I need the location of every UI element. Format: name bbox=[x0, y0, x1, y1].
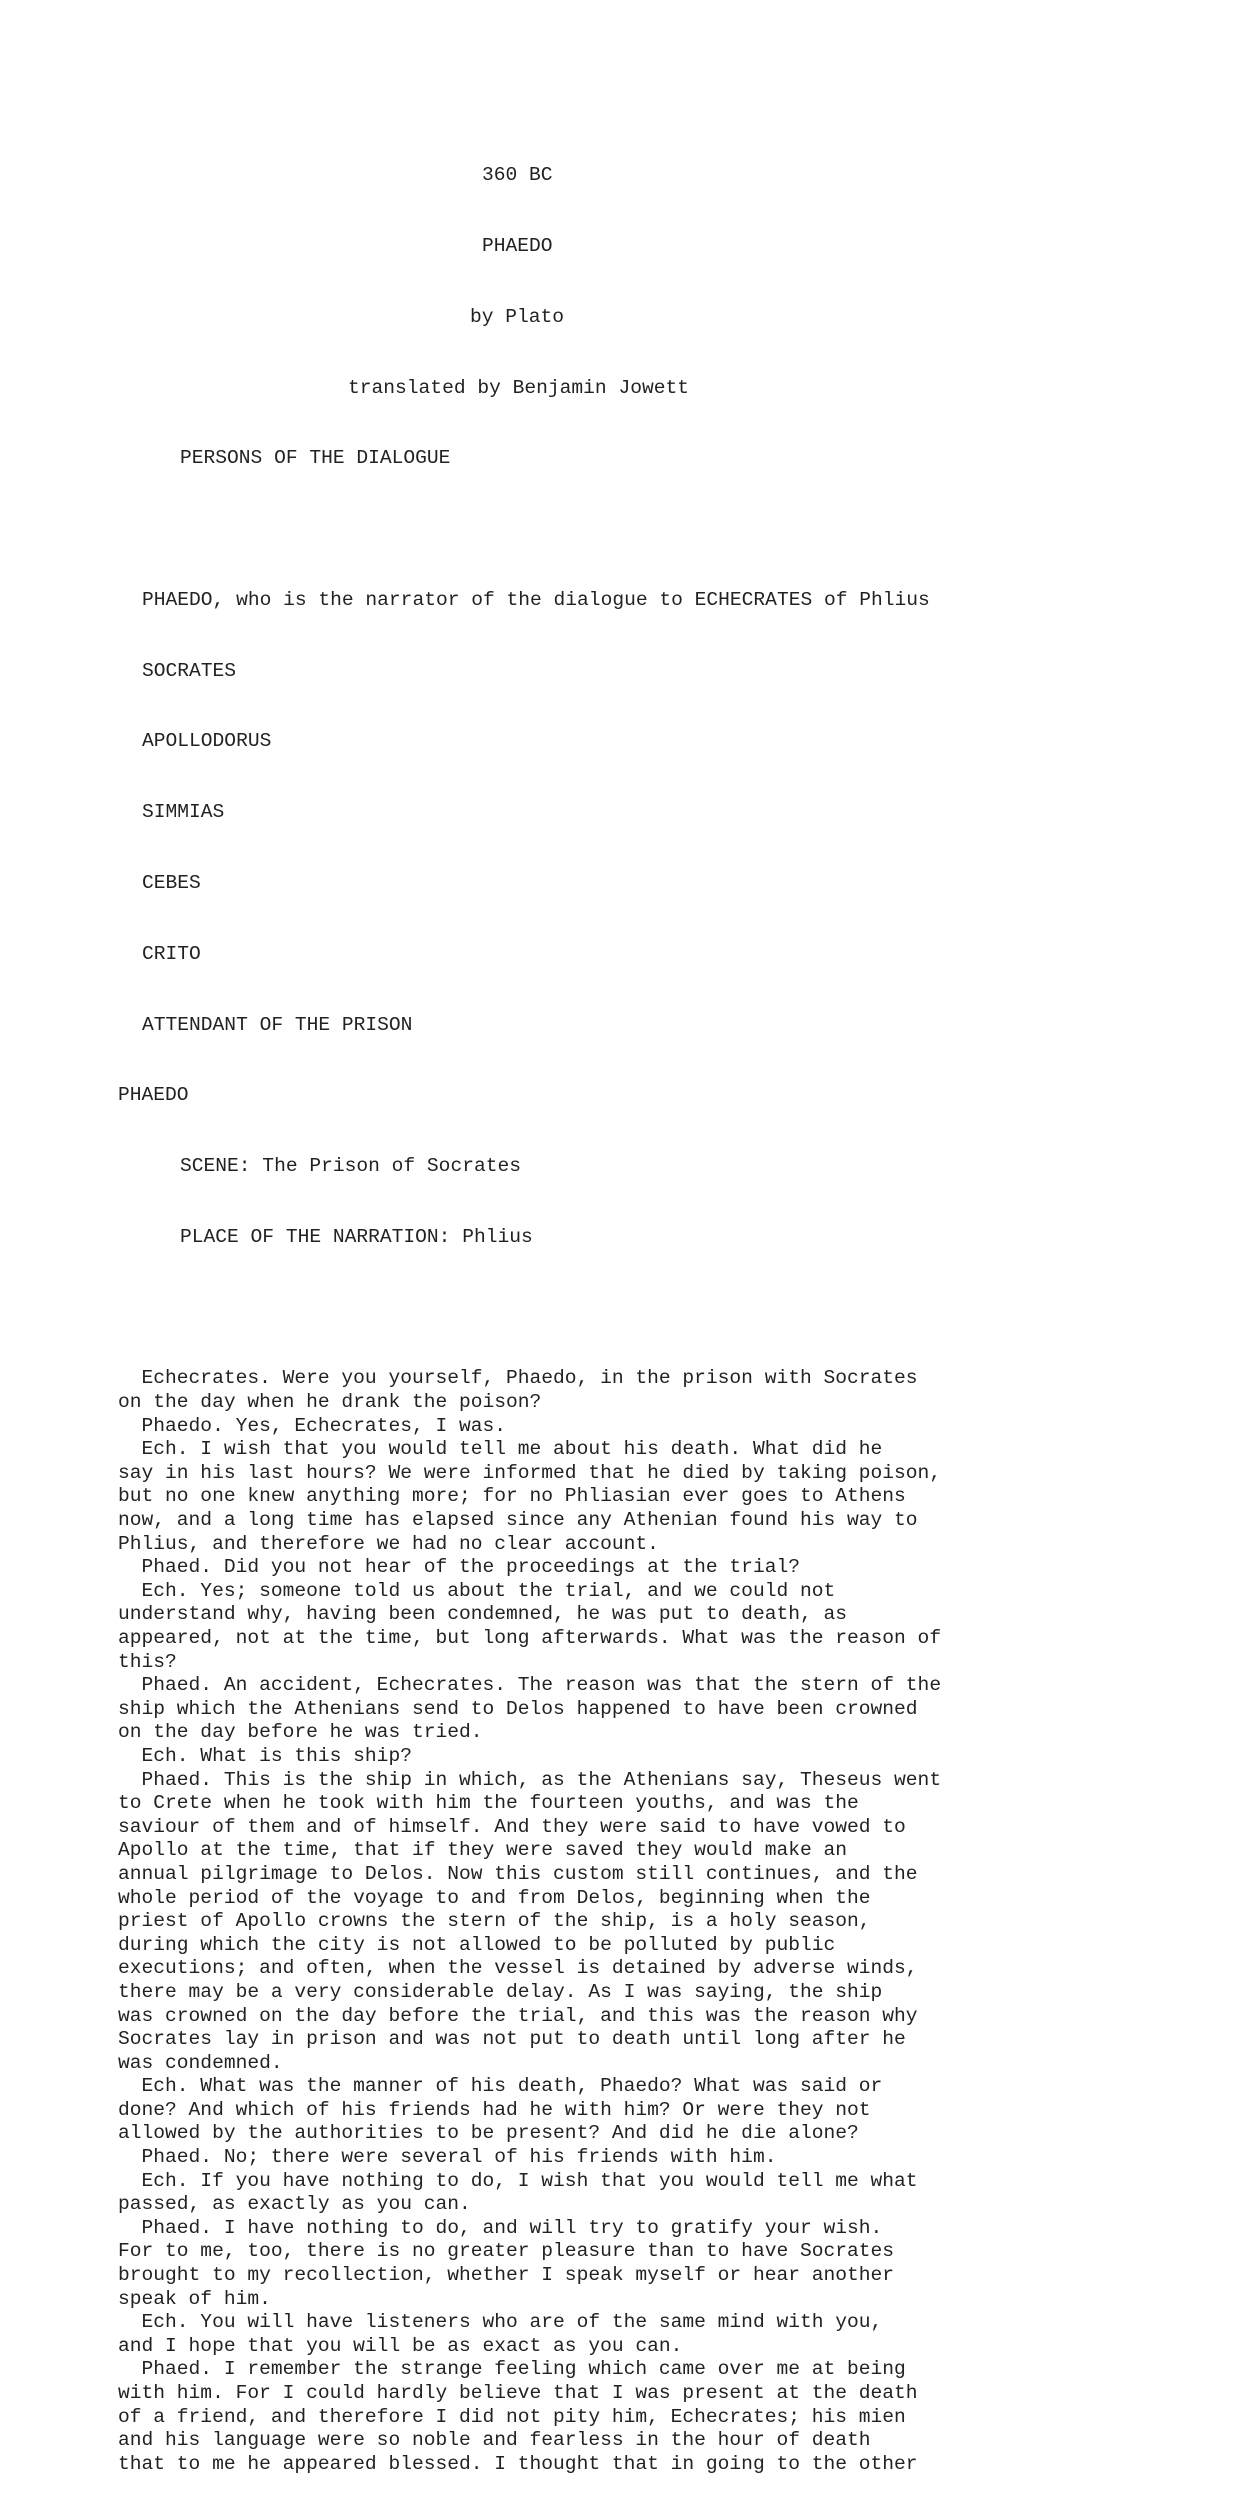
body-line: For to me, too, there is no greater pleasure than to have Socrates bbox=[118, 2240, 895, 2263]
person-item: SIMMIAS bbox=[142, 801, 225, 824]
body-line: Phaed. An accident, Echecrates. The reason was that the stern of the bbox=[118, 1674, 942, 1697]
person-item: SOCRATES bbox=[142, 659, 237, 682]
body-line: done? And which of his friends had he with him? Or were they not bbox=[118, 2098, 871, 2121]
body-line: Socrates lay in prison and was not put to death until long after he bbox=[118, 2028, 906, 2051]
body-line: ship which the Athenians send to Delos happened to have been crowned bbox=[118, 1697, 918, 1720]
body-line: executions; and often, when the vessel is detained by adverse winds, bbox=[118, 1957, 918, 1980]
section-place: PLACE OF THE NARRATION: Phlius bbox=[180, 1225, 533, 1248]
person-item: APOLLODORUS bbox=[142, 730, 272, 753]
body-line: of a friend, and therefore I did not pity him, Echecrates; his mien bbox=[118, 2405, 906, 2428]
body-line: Apollo at the time, that if they were saved they would make an bbox=[118, 1839, 848, 1862]
body-line: and I hope that you will be as exact as you can. bbox=[118, 2334, 683, 2357]
body-line: now, and a long time has elapsed since any Athenian found his way to bbox=[118, 1509, 918, 1532]
person-item: CRITO bbox=[142, 942, 201, 965]
body-line: Ech. What is this ship? bbox=[118, 1744, 412, 1767]
header-date: 360 BC bbox=[482, 164, 553, 187]
body-line: Phaed. This is the ship in which, as the Athenians say, Theseus went bbox=[118, 1768, 942, 1791]
body-line: Ech. You will have listeners who are of the same mind with you, bbox=[118, 2311, 883, 2334]
section-scene: SCENE: The Prison of Socrates bbox=[180, 1155, 521, 1178]
body-line: speak of him. bbox=[118, 2287, 271, 2310]
person-item: PHAEDO, who is the narrator of the dialogue to ECHECRATES of Phlius bbox=[142, 588, 930, 611]
body-line: Phaed. I have nothing to do, and will try to gratify your wish. bbox=[118, 2216, 883, 2239]
body-line: that to me he appeared blessed. I thought that in going to the other bbox=[118, 2452, 918, 2475]
body-line: was condemned. bbox=[118, 2051, 283, 2074]
body-line: on the day before he was tried. bbox=[118, 1721, 483, 1744]
body-line: say in his last hours? We were informed that he died by taking poison, bbox=[118, 1461, 942, 1484]
blank-line bbox=[118, 1297, 1128, 1321]
body-line: but no one knew anything more; for no Phliasian ever goes to Athens bbox=[118, 1485, 906, 1508]
body-line: Phaedo. Yes, Echecrates, I was. bbox=[118, 1414, 507, 1437]
body-line: Phaed. No; there were several of his friends with him. bbox=[118, 2146, 777, 2169]
body-line: annual pilgrimage to Delos. Now this custom still continues, and the bbox=[118, 1862, 918, 1885]
body-line: to Crete when he took with him the fourteen youths, and was the bbox=[118, 1792, 859, 1815]
body-line: Phaed. Did you not hear of the proceedings at the trial? bbox=[118, 1556, 800, 1579]
body-line: whole period of the voyage to and from Delos, beginning when the bbox=[118, 1886, 871, 1909]
body-line: there may be a very considerable delay. As I was saying, the ship bbox=[118, 1980, 883, 2003]
person-item: CEBES bbox=[142, 872, 201, 894]
body-line: appeared, not at the time, but long afterwards. What was the reason of bbox=[118, 1627, 942, 1649]
blank-line bbox=[118, 518, 1128, 542]
body-line: allowed by the authorities to be present? And did he die alone? bbox=[118, 2122, 859, 2145]
body-line: with him. For I could hardly believe that I was present at the death bbox=[118, 2382, 918, 2404]
person-item: ATTENDANT OF THE PRISON bbox=[142, 1013, 413, 1036]
body-line: saviour of them and of himself. And they were said to have vowed to bbox=[118, 1815, 906, 1838]
body-line: brought to my recollection, whether I speak myself or hear another bbox=[118, 2264, 895, 2287]
header-translator: translated by Benjamin Jowett bbox=[348, 376, 689, 399]
body-line: Phlius, and therefore we had no clear account. bbox=[118, 1532, 659, 1555]
body-line: Ech. Yes; someone told us about the trial, and we could not bbox=[118, 1579, 836, 1602]
body-line: Ech. If you have nothing to do, I wish that you would tell me what bbox=[118, 2169, 918, 2192]
body-line: Ech. What was the manner of his death, Phaedo? What was said or bbox=[118, 2075, 883, 2098]
body-line: priest of Apollo crowns the stern of the ship, is a holy season, bbox=[118, 1910, 871, 1933]
header-author: by Plato bbox=[470, 305, 565, 328]
body-line: was crowned on the day before the trial, and this was the reason why bbox=[118, 2004, 918, 2027]
body-line: on the day when he drank the poison? bbox=[118, 1391, 542, 1414]
body-line: Echecrates. Were you yourself, Phaedo, in the prison with Socrates bbox=[118, 1367, 918, 1390]
section-name: PHAEDO bbox=[118, 1084, 189, 1107]
body-line: Phaed. I remember the strange feeling which came over me at being bbox=[118, 2358, 906, 2381]
body-line: Ech. I wish that you would tell me about his death. What did he bbox=[118, 1438, 883, 1461]
body-line: and his language were so noble and fearless in the hour of death bbox=[118, 2429, 871, 2452]
body-line: understand why, having been condemned, he was put to death, as bbox=[118, 1603, 848, 1626]
body-line: this? bbox=[118, 1650, 177, 1673]
dialogue-body bbox=[118, 1367, 1128, 2476]
body-line: during which the city is not allowed to be polluted by public bbox=[118, 1933, 836, 1956]
body-line: passed, as exactly as you can. bbox=[118, 2193, 471, 2216]
document-page bbox=[118, 117, 1128, 2500]
persons-heading: PERSONS OF THE DIALOGUE bbox=[180, 447, 451, 470]
header-title: PHAEDO bbox=[482, 234, 553, 257]
